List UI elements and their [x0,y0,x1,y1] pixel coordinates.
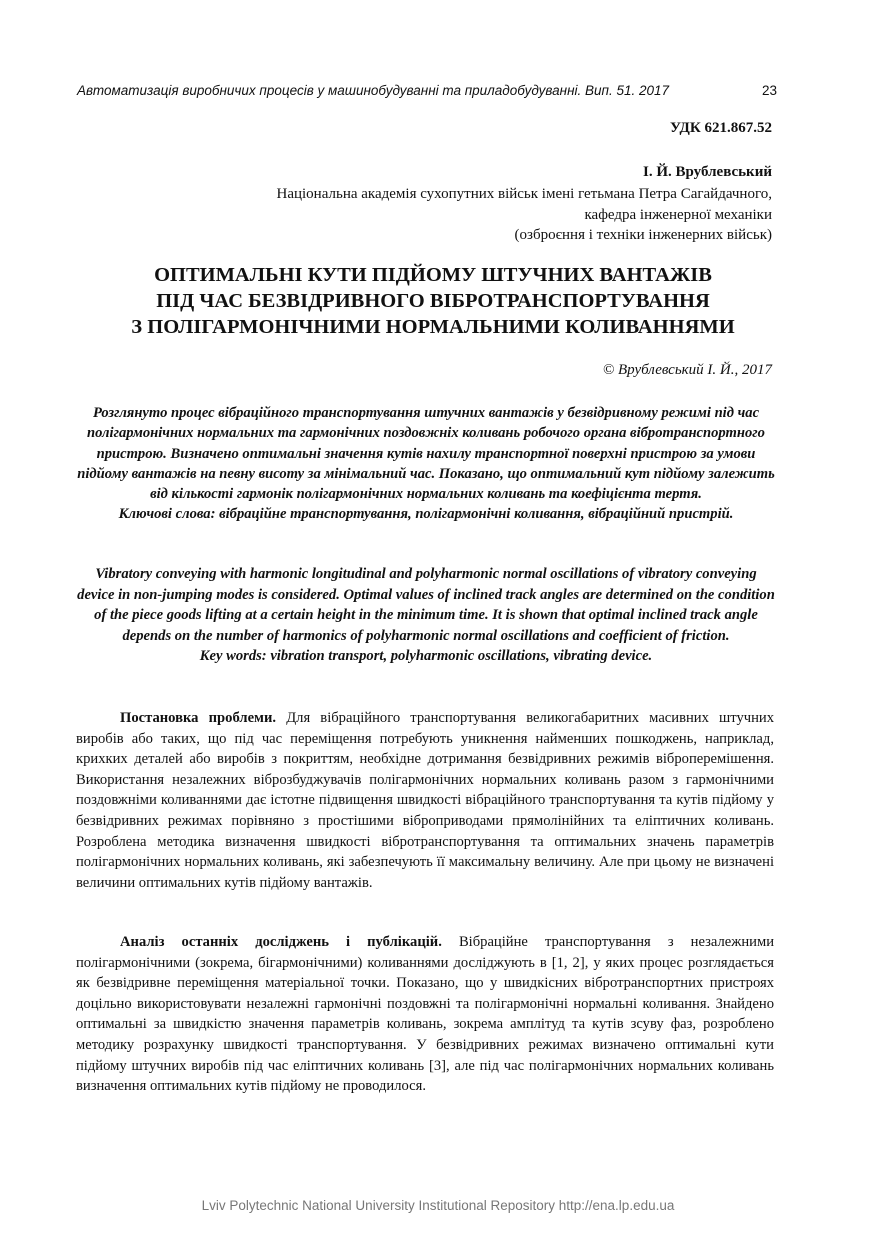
keywords: Key words: vibration transport, polyharmonic oscillations, vibrating device. [199,648,653,664]
affiliation-line: (озброєння і техніки інженерних військ) [514,227,772,243]
section-heading: Постановка проблеми. [120,710,277,726]
abstract-text: Розглянуто процес вібраційного транспортування штучних вантажів у безвідривному режимі під час полігармонічних нормальних та гармонічних поздовжніх коливань робочого органа вібротранспортного пристрою. Визначено оптимальні значення кутів нахилу транспортної поверхні пристрою за умови підйому вантажів на певну висоту за мінімальний час. Показано, що оптимальний кут підйому залежить від кількості гармонік полігармонічних нормальних коливань та коефіцієнта тертя. [77,405,775,503]
section-literature-review [76,932,774,1097]
section-heading: Аналіз останніх досліджень і публікацій. [120,934,442,950]
author-name: І. Й. Врублевський [643,164,772,180]
page-number: 23 [761,83,777,98]
paper-title [60,262,806,340]
abstract-english [76,564,776,667]
copyright: © Врублевський І. Й., 2017 [602,362,772,378]
abstract-text: Vibratory conveying with harmonic longitudinal and polyharmonic normal oscillations of vibratory conveying device in non-jumping modes is considered. Optimal values of inclined track angles are determined on the condition of the piece goods lifting at a certain height in the minimum time. It is shown that optimal inclined track angle depends on the number of harmonics of polyharmonic normal oscillations and coefficient of friction. [77,566,775,644]
title-line: ОПТИМАЛЬНІ КУТИ ПІДЙОМУ ШТУЧНИХ ВАНТАЖІВ [154,264,712,286]
section-text: Вібраційне транспортування з незалежними полігармонічними (зокрема, бігармонічними) коливаннями досліджують в [1, 2], у яких процес розглядається як безвідривне переміщення матеріальної точки. Показано, що у швидкісних вібротранспортних пристроях доцільно використовувати незалежні гармонічні поздовжні та полігармонічні нормальні коливання. Знайдено оптимальні за швидкістю значення параметрів коливань, зокрема амплітуд та кутів зсуву фаз, розроблено методику розрахунку швидкості транспортування. У безвідривних режимах визначено оптимальні кути підйому штучних виробів під час еліптичних коливань [3], але під час полігармонічних нормальних коливань визначення оптимальних кутів підйому не проводилося. [76,934,775,1095]
title-line: ПІД ЧАС БЕЗВІДРИВНОГО ВІБРОТРАНСПОРТУВАННЯ [156,290,710,312]
running-header [77,83,777,98]
udk-code: УДК 621.867.52 [670,120,772,136]
section-text: Для вібраційного транспортування великогабаритних масивних штучних виробів або таких, що під час переміщення потребують уникнення найменших пошкоджень, наприклад, крихких деталей або виробів з покриттям, необхідне дотримання безвідривних режимів віброперемішення. Використання незалежних вібрoзбуджувачів полігармонічних нормальних коливань разом з гармонічними поздовжніми коливаннями дає істотне підвищення швидкості вібраційного транспортування та кутів підйому у безвідривних режимах порівняно з простішими віброприводами прямолінійних та еліптичних коливань. Розроблена методика визначення швидкості вібротранспортування та оптимальних значень параметрів полігармонічних нормальних коливань, які забезпечують її максимальну величину. Але при цьому не визначені величини оптимальних кутів підйому вантажів. [76,710,775,891]
repository-footer: Lviv Polytechnic National University Institutional Repository http://ena.lp.edu.ua [201,1198,675,1213]
keywords: Ключові слова: вібраційне транспортування, полігармонічні коливання, вібраційний пристрій. [118,506,734,523]
title-line: З ПОЛІГАРМОНІЧНИМИ НОРМАЛЬНИМИ КОЛИВАННЯМИ [131,316,735,338]
abstract-ukrainian [76,403,776,525]
affiliation-line: Національна академія сухопутних військ імені гетьмана Петра Сагайдачного, [276,186,772,202]
affiliation-line: кафедра інженерної механіки [584,206,772,223]
journal-title: Автоматизація виробничих процесів у машинобудуванні та приладобудуванні. Вип. 51. 2017 [77,83,669,98]
section-problem-statement [76,708,774,893]
author-affiliation [276,184,772,246]
